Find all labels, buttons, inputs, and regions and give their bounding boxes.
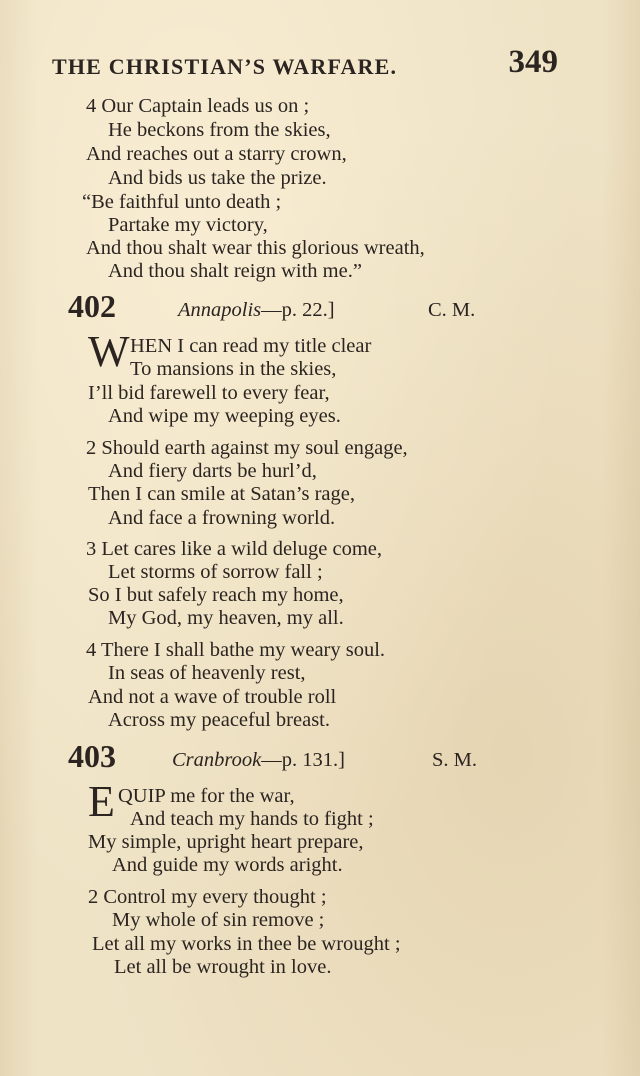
verse-line: And bids us take the prize. bbox=[108, 167, 327, 189]
drop-cap: E bbox=[88, 777, 115, 826]
verse-line: Let storms of sorrow fall ; bbox=[108, 561, 323, 583]
verse-line: And teach my hands to fight ; bbox=[130, 808, 374, 830]
hymn-402-heading bbox=[68, 288, 528, 328]
drop-cap: W bbox=[88, 327, 130, 376]
verse-line: To mansions in the skies, bbox=[130, 358, 337, 380]
verse-line: Let all my works in thee be wrought ; bbox=[92, 933, 401, 955]
tune-reference bbox=[172, 748, 345, 772]
verse-line: And guide my words aright. bbox=[112, 854, 343, 876]
hymn-number: 403 bbox=[68, 738, 116, 774]
verse-line: 2 Should earth against my soul engage, bbox=[86, 437, 408, 459]
verse-line: My simple, upright heart prepare, bbox=[88, 831, 364, 853]
tune-page: —p. 131.] bbox=[261, 749, 345, 771]
verse-line: So I but safely reach my home, bbox=[88, 584, 344, 606]
verse-line: “Be faithful unto death ; bbox=[82, 191, 282, 213]
verse-line: My God, my heaven, my all. bbox=[108, 607, 344, 629]
tune-name: Cranbrook bbox=[172, 749, 262, 771]
hymn-403-heading bbox=[68, 738, 528, 778]
meter: S. M. bbox=[432, 749, 478, 771]
page-number: 349 bbox=[508, 44, 558, 80]
verse-line: And not a wave of trouble roll bbox=[88, 686, 337, 708]
verse-line: 3 Let cares like a wild deluge come, bbox=[86, 538, 382, 560]
verse-line: HEN I can read my title clear bbox=[130, 335, 372, 357]
verse-line: And face a frowning world. bbox=[108, 507, 336, 529]
verse-line: QUIP me for the war, bbox=[118, 785, 295, 807]
verse-line: And wipe my weeping eyes. bbox=[108, 405, 341, 427]
tune-name: Annapolis bbox=[178, 299, 262, 321]
verse-line: And thou shalt reign with me.” bbox=[108, 260, 362, 282]
verse-line: And fiery darts be hurl’d, bbox=[108, 460, 317, 482]
tune-reference bbox=[178, 298, 335, 322]
section-title: THE CHRISTIAN’S WARFARE. bbox=[52, 54, 398, 79]
verse-line: 4 There I shall bathe my weary soul. bbox=[86, 639, 386, 661]
verse-line: Then I can smile at Satan’s rage, bbox=[88, 483, 355, 505]
verse-line: In seas of heavenly rest, bbox=[108, 662, 306, 684]
hymn-number: 402 bbox=[68, 288, 116, 324]
verse-line: I’ll bid farewell to every fear, bbox=[88, 382, 330, 404]
verse-line: Across my peaceful breast. bbox=[108, 709, 330, 731]
tune-page: —p. 22.] bbox=[261, 299, 335, 321]
running-header bbox=[52, 42, 562, 86]
verse-line: 2 Control my every thought ; bbox=[88, 886, 327, 908]
verse-line: And reaches out a starry crown, bbox=[86, 143, 347, 165]
verse-line: And thou shalt wear this glorious wreath, bbox=[86, 237, 425, 259]
verse-line: He beckons from the skies, bbox=[108, 119, 331, 141]
verse-line: My whole of sin remove ; bbox=[112, 909, 325, 931]
verse-line: Partake my victory, bbox=[108, 214, 268, 236]
verse-line: 4 Our Captain leads us on ; bbox=[86, 95, 310, 117]
verse-line: Let all be wrought in love. bbox=[114, 956, 332, 978]
meter: C. M. bbox=[428, 299, 476, 321]
